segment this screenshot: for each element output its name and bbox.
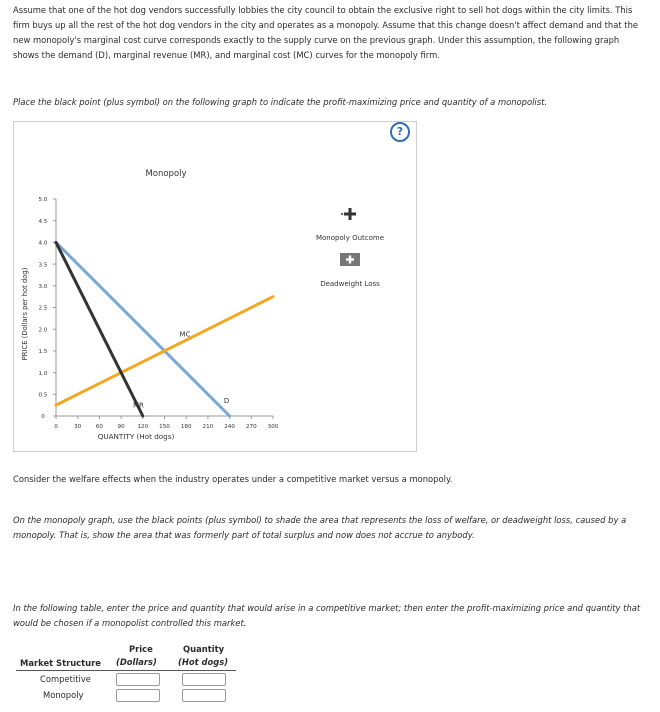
x-axis-label: QUANTITY (Hot dogs) <box>97 432 175 441</box>
y-tick-label: 1.5 <box>38 349 48 356</box>
y-tick-label: 0.5 <box>38 392 48 399</box>
col-header-price-unit: (Dollars) <box>116 657 157 667</box>
y-tick-label: 1.0 <box>38 370 48 377</box>
chart-title: Monopoly <box>145 169 187 179</box>
x-tick-label: 210 <box>202 424 214 430</box>
series-line-d <box>56 242 230 416</box>
y-tick-label: 2.0 <box>38 327 48 334</box>
legend-label-deadweight-loss: Deadweight Loss <box>320 280 380 288</box>
x-tick-label: 90 <box>117 424 125 430</box>
legend-deadweight-loss[interactable] <box>320 253 380 288</box>
col-header-quantity-unit: (Hot dogs) <box>178 657 229 667</box>
x-tick-label: 0 <box>54 424 58 430</box>
y-tick-label: 3.0 <box>38 284 48 290</box>
y-tick-label: 2.5 <box>38 305 48 312</box>
legend-label-monopoly-outcome: Monopoly Outcome <box>315 234 385 242</box>
x-tick-label: 30 <box>74 424 82 430</box>
x-tick-label: 300 <box>267 424 279 430</box>
chart-series <box>56 242 273 416</box>
row-label-monopoly: Monopoly <box>43 690 84 700</box>
y-axis-label: PRICE (Dollars per hot dog) <box>21 267 29 361</box>
x-tick-label: 270 <box>245 424 257 430</box>
monopoly-price-input[interactable] <box>116 689 160 702</box>
col-header-quantity: Quantity <box>183 644 225 654</box>
row-label-competitive: Competitive <box>40 674 91 684</box>
monopoly-quantity-input[interactable] <box>182 689 226 702</box>
series-line-mc <box>56 297 273 406</box>
header-divider <box>16 670 236 671</box>
x-tick-label: 120 <box>137 424 149 430</box>
series-label-d: D <box>223 397 230 406</box>
graph-panel <box>13 121 417 452</box>
competitive-price-input[interactable] <box>116 673 160 686</box>
series-label-mc: MC <box>179 330 191 339</box>
welfare-paragraph: Consider the welfare effects when the industry operates under a competitive market versus a monopoly. <box>13 474 453 484</box>
series-line-mr <box>56 242 143 416</box>
y-tick-label: 4.0 <box>38 240 48 247</box>
series-label-mr: MR <box>133 401 144 410</box>
square-plus-icon[interactable] <box>340 253 360 266</box>
instruction-place-point: Place the black point (plus symbol) on the following graph to indicate the profit-maximizing price and quantity of a monopolist. <box>13 97 548 107</box>
x-tick-label: 180 <box>180 424 192 430</box>
competitive-quantity-input[interactable] <box>182 673 226 686</box>
legend-monopoly-outcome[interactable] <box>316 208 384 242</box>
x-tick-label: 60 <box>95 424 103 430</box>
y-tick-label: 4.5 <box>38 218 48 225</box>
x-tick-label: 240 <box>224 424 235 430</box>
monopoly-chart[interactable] <box>14 122 416 451</box>
help-button[interactable]: ? <box>390 122 410 142</box>
instruction-deadweight-loss: On the monopoly graph, use the black points (plus symbol) to shade the area that represents the loss of welfare, or deadweight loss, caused by a monopoly. That is, show the area that was formerly part of total surplus and now does not accrue to anybody. <box>13 515 627 540</box>
instruction-table: In the following table, enter the price and quantity that would arise in a competitive market; then enter the profit-maximizing price and quantity that would be chosen if a monopolist controlled this market. <box>13 603 641 628</box>
col-header-price: Price <box>129 644 153 654</box>
y-tick-label: 3.5 <box>38 262 48 269</box>
y-tick-label: 5.0 <box>38 197 48 204</box>
x-tick-label: 150 <box>159 424 170 430</box>
plus-icon[interactable] <box>341 208 356 220</box>
col-header-market-structure: Market Structure <box>20 658 101 668</box>
y-tick-label: 0 <box>41 414 45 421</box>
intro-paragraph: Assume that one of the hot dog vendors successfully lobbies the city council to obtain the exclusive right to sell hot dogs within the city limits. This firm buys up all the rest of the hot dog vendors in the city and operates as a monopoly. Assume that this change doesn't affect demand and that the new monopoly's marginal cost curve corresponds exactly to the supply curve on the previous graph. Under this assumption, the following graph shows the demand (D), marginal revenue (MR), and marginal cost (MC) curves for the monopoly firm. <box>13 5 639 60</box>
